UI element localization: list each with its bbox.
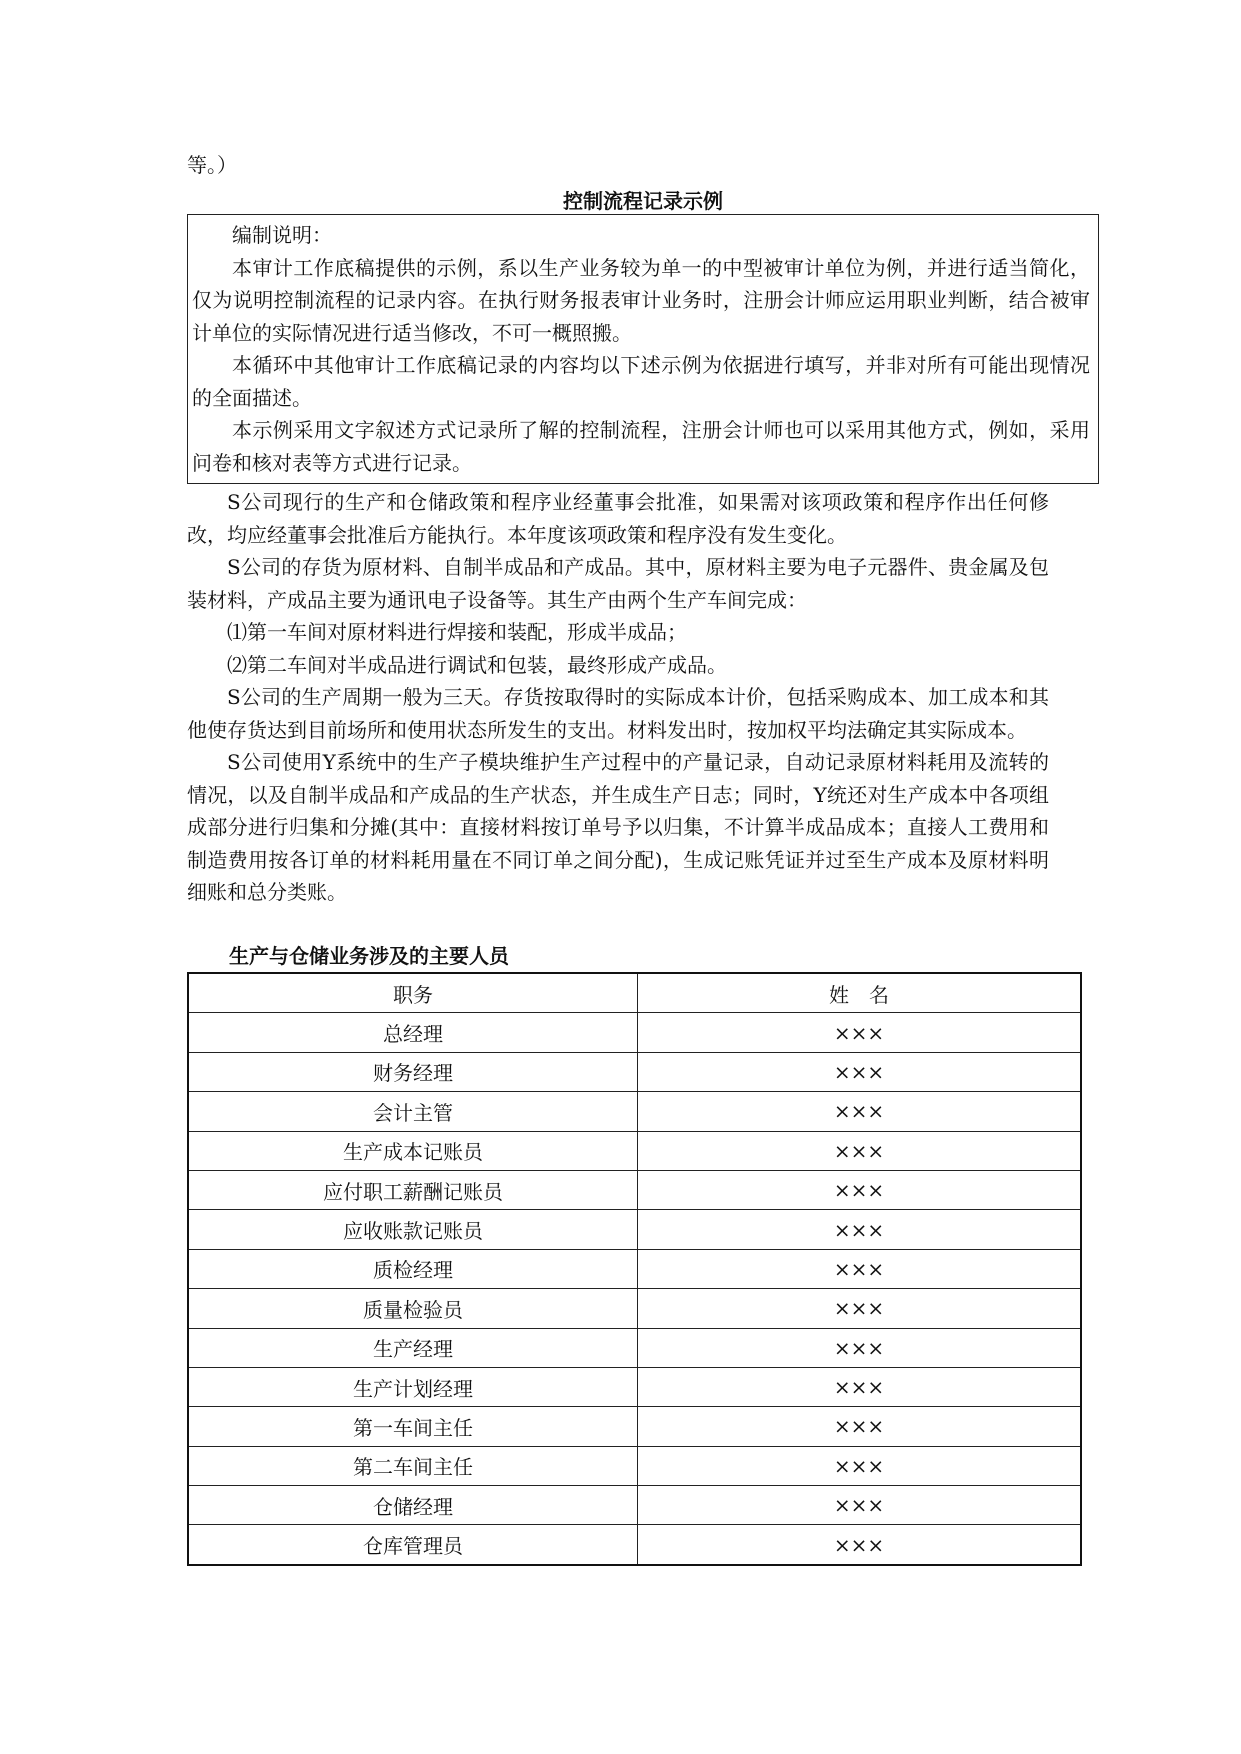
name-cell: ××× <box>638 1052 1082 1091</box>
position-cell: 生产成本记账员 <box>188 1131 638 1170</box>
name-cell: ××× <box>638 1092 1082 1131</box>
document-title: 控制流程记录示例 <box>563 189 723 213</box>
name-cell: ××× <box>638 1486 1082 1525</box>
table-row <box>188 1486 1081 1525</box>
name-cell: ××× <box>638 1289 1082 1328</box>
name-cell: ××× <box>638 1249 1082 1288</box>
header-position: 职务 <box>188 973 638 1013</box>
name-cell: ××× <box>638 1407 1082 1446</box>
table-row <box>188 1367 1081 1406</box>
staff-table <box>187 972 1082 1566</box>
table-row <box>188 1446 1081 1485</box>
position-cell: 总经理 <box>188 1013 638 1052</box>
note-heading: 编制说明： <box>232 223 332 247</box>
table-header-row <box>188 973 1081 1013</box>
position-cell: 仓库管理员 <box>188 1525 638 1565</box>
note-paragraph: 本循环中其他审计工作底稿记录的内容均以下述示例为依据进行填写，并非对所有可能出现情况的全面描述。 <box>192 353 1090 410</box>
staff-table-title: 生产与仓储业务涉及的主要人员 <box>229 944 509 968</box>
position-cell: 会计主管 <box>188 1092 638 1131</box>
note-paragraph: 本审计工作底稿提供的示例，系以生产业务较为单一的中型被审计单位为例，并进行适当简化，仅为说明控制流程的记录内容。在执行财务报表审计业务时，注册会计师应运用职业判断，结合被审计单位的实际情况进行适当修改，不可一概照搬。 <box>192 255 1090 345</box>
header-name: 姓 名 <box>638 973 1082 1013</box>
table-row <box>188 1013 1081 1052</box>
body-list-item: ⑴第一车间对原材料进行焊接和装配，形成半成品； <box>227 620 687 644</box>
compilation-note-box <box>187 214 1099 484</box>
position-cell: 财务经理 <box>188 1052 638 1091</box>
position-cell: 应收账款记账员 <box>188 1210 638 1249</box>
table-row <box>188 1407 1081 1446</box>
body-paragraph: S公司的存货为原材料、自制半成品和产成品。其中，原材料主要为电子元器件、贵金属及包装材料，产成品主要为通讯电子设备等。其生产由两个生产车间完成： <box>187 555 1049 612</box>
table-row <box>188 1092 1081 1131</box>
name-cell: ××× <box>638 1446 1082 1485</box>
name-cell: ××× <box>638 1013 1082 1052</box>
table-row <box>188 1249 1081 1288</box>
position-cell: 质检经理 <box>188 1249 638 1288</box>
table-row <box>188 1131 1081 1170</box>
body-paragraph: S公司使用Y系统中的生产子模块维护生产过程中的产量记录，自动记录原材料耗用及流转的情况，以及自制半成品和产成品的生产状态，并生成生产日志；同时，Y统还对生产成本中各项组成部分进行归集和分摊(其中：直接材料按订单号予以归集，不计算半成品成本；直接人工费用和制造费用按各订单的材料耗用量在不同订单之间分配)，生成记账凭证并过至生产成本及原材料明细账和总分类账。 <box>187 750 1049 904</box>
position-cell: 生产计划经理 <box>188 1367 638 1406</box>
position-cell: 仓储经理 <box>188 1486 638 1525</box>
name-cell: ××× <box>638 1367 1082 1406</box>
name-cell: ××× <box>638 1210 1082 1249</box>
name-cell: ××× <box>638 1170 1082 1209</box>
position-cell: 第一车间主任 <box>188 1407 638 1446</box>
name-cell: ××× <box>638 1131 1082 1170</box>
table-row <box>188 1525 1081 1565</box>
carry-over-text: 等。） <box>187 153 237 177</box>
table-row <box>188 1170 1081 1209</box>
table-row <box>188 1289 1081 1328</box>
body-paragraph: S公司现行的生产和仓储政策和程序业经董事会批准，如果需对该项政策和程序作出任何修改，均应经董事会批准后方能执行。本年度该项政策和程序没有发生变化。 <box>187 490 1049 547</box>
body-list-item: ⑵第二车间对半成品进行调试和包装，最终形成产成品。 <box>227 652 727 677</box>
position-cell: 质量检验员 <box>188 1289 638 1328</box>
position-cell: 应付职工薪酬记账员 <box>188 1170 638 1209</box>
position-cell: 生产经理 <box>188 1328 638 1367</box>
table-row <box>188 1052 1081 1091</box>
name-cell: ××× <box>638 1328 1082 1367</box>
table-row <box>188 1328 1081 1367</box>
note-paragraph: 本示例采用文字叙述方式记录所了解的控制流程，注册会计师也可以采用其他方式，例如，采用问卷和核对表等方式进行记录。 <box>192 418 1090 475</box>
table-row <box>188 1210 1081 1249</box>
name-cell: ××× <box>638 1525 1082 1565</box>
position-cell: 第二车间主任 <box>188 1446 638 1485</box>
body-paragraph: S公司的生产周期一般为三天。存货按取得时的实际成本计价，包括采购成本、加工成本和其他使存货达到目前场所和使用状态所发生的支出。材料发出时，按加权平均法确定其实际成本。 <box>187 685 1049 742</box>
body-text <box>187 486 1049 909</box>
